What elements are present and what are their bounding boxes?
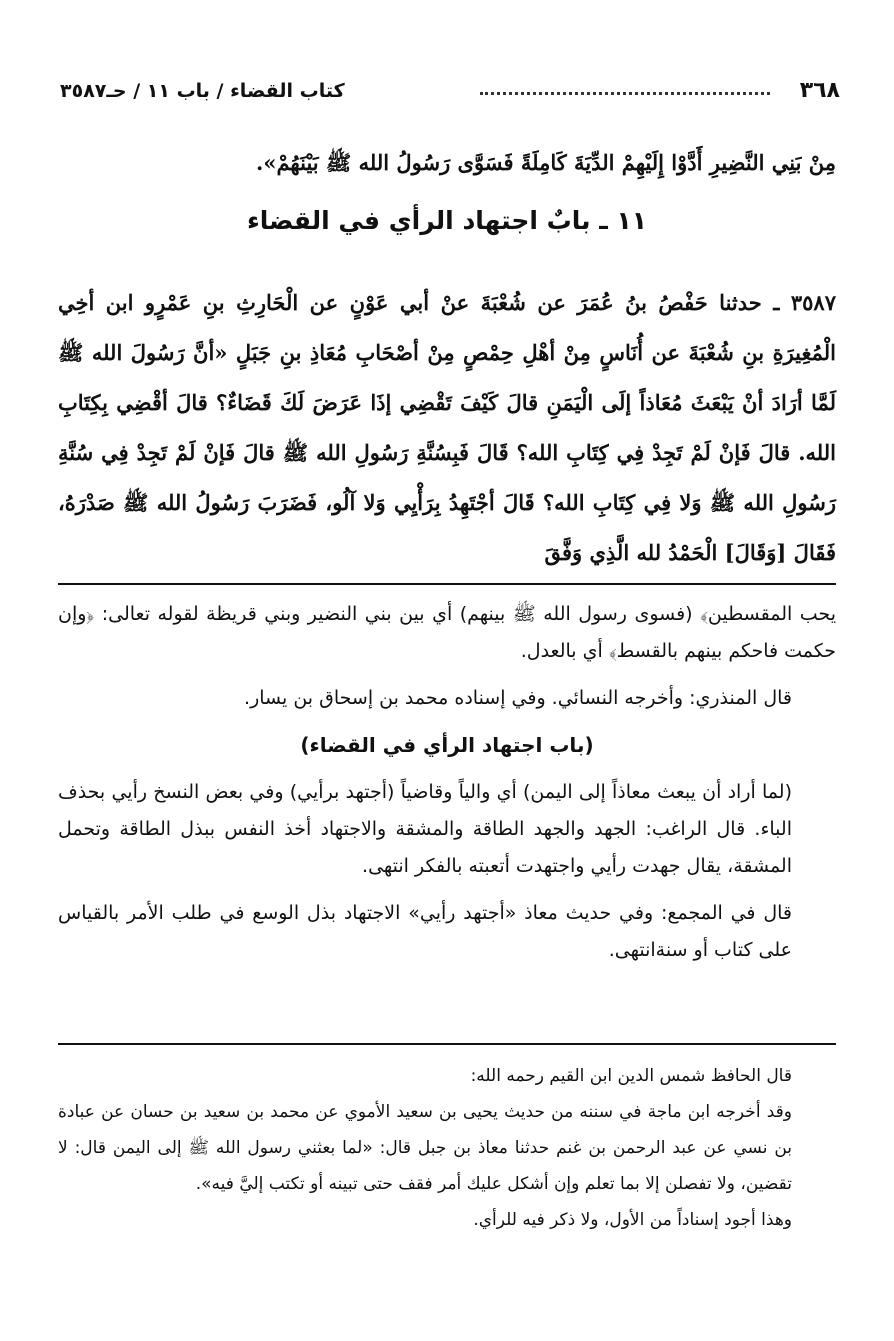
commentary-sub-heading: (باب اجتهاد الرأي في القضاء): [300, 733, 594, 757]
header-dotted-leader: [480, 92, 770, 95]
hadith-text: [58, 278, 836, 578]
ibn-qayyim-paragraph-2: وهذا أجود إسناداً من الأول، ولا ذكر فيه للرأي.: [473, 1210, 792, 1230]
commentary-paragraph-3: (لما أراد أن يبعث معاذاً إلى اليمن) أي والياً وقاضياً (أجتهد برأيي) وفي بعض النسخ رأيي بحذف الباء. قال الراغب: الجهد والجهد الطاقة والمشقة والاجتهاد أخذ النفس ببذل الطاقة وتحمل المشقة، يقال جهدت رأيي واجتهدت أتعبته بالفكر انتهى.: [58, 781, 792, 877]
ibn-qayyim-paragraph-1: وقد أخرجه ابن ماجة في سننه من حديث يحيى بن سعيد الأموي عن محمد بن سعيد بن حسان عن عبادة بن نسي عن عبد الرحمن بن غنم حدثنا معاذ بن جبل قال: «لما بعثني رسول الله ﷺ إلى اليمن قال: لا تقضين، ولا تفصلن إلا بما تعلم وإن أشكل عليك أمر فقف حتى تبينه أو تكتب إليَّ فيه».: [58, 1102, 792, 1194]
commentary-paragraph-2: قال المنذري: وأخرجه النسائي. وفي إسناده محمد بن إسحاق بن يسار.: [244, 687, 792, 709]
main-text-divider: [58, 583, 836, 585]
running-title: كتاب القضاء / باب ١١ / حـ٣٥٨٧: [60, 80, 345, 102]
commentary-section: [58, 596, 836, 979]
ibn-qayyim-section: [58, 1058, 836, 1238]
commentary-paragraph-4: قال في المجمع: وفي حديث معاذ «أجتهد رأيي» الاجتهاد بذل الوسع في طلب الأمر بالقياس على كتاب أو سنةانتهى.: [58, 902, 792, 961]
hadith-paragraph: ٣٥٨٧ ـ حدثنا حَفْصُ بنُ عُمَرَ عن شُعْبَةَ عنْ أبي عَوْنٍ عن الْحَارِثِ بنِ عَمْرٍو ابن أخِي الْمُغِيرَةِ بنِ شُعْبَةَ عن أُنَاسٍ مِنْ أهْلِ حِمْصٍ مِنْ أصْحَابِ مُعَاذِ بنِ جَبَلٍ «أنَّ رَسُولَ الله ﷺ لَمَّا أرَادَ أنْ يَبْعَثَ مُعَاذاً إلَى الْيَمَنِ قالَ كَيْفَ تَقْضِي إذَا عَرَضَ لَكَ قَضَاءٌ؟ قالَ أقْضِي بِكِتَابِ الله. قالَ فَإنْ لَمْ تَجِدْ فِي كِتَابِ الله؟ قَالَ فَبِسُنَّةِ رَسُولِ الله ﷺ قالَ فَإنْ لَمْ تَجِدْ فِي سُنَّةِ رَسُولِ الله ﷺ وَلا فِي كِتَابِ الله؟ قَالَ أجْتَهِدُ بِرَأْيِي وَلا آلُو، فَضَرَبَ رَسُولُ الله ﷺ صَدْرَهُ، فَقَالَ [وَقَالَ] الْحَمْدُ لله الَّذِي وَفَّقَ: [58, 290, 836, 565]
continuation-text: مِنْ بَنِي النَّضِيرِ أَدَّوْا إِلَيْهِمْ الدِّيَةَ كَامِلَةً فَسَوَّى رَسُولُ الله ﷺ بَيْنَهُمْ».: [256, 150, 836, 175]
ibn-qayyim-heading: قال الحافظ شمس الدين ابن القيم رحمه الله:: [470, 1066, 792, 1086]
chapter-heading: ١١ ـ بابٌ اجتهاد الرأي في القضاء: [246, 206, 648, 235]
page-number: ٣٦٨: [799, 78, 840, 103]
commentary-divider: [58, 1043, 836, 1045]
commentary-paragraph-1: يحب المقسطين﴾ (فسوى رسول الله ﷺ بينهم) أي بين بني النضير وبني قريظة لقوله تعالى: ﴿وإن حكمت فاحكم بينهم بالقسط﴾ أي بالعدل.: [58, 603, 836, 662]
page-header: [60, 78, 840, 112]
